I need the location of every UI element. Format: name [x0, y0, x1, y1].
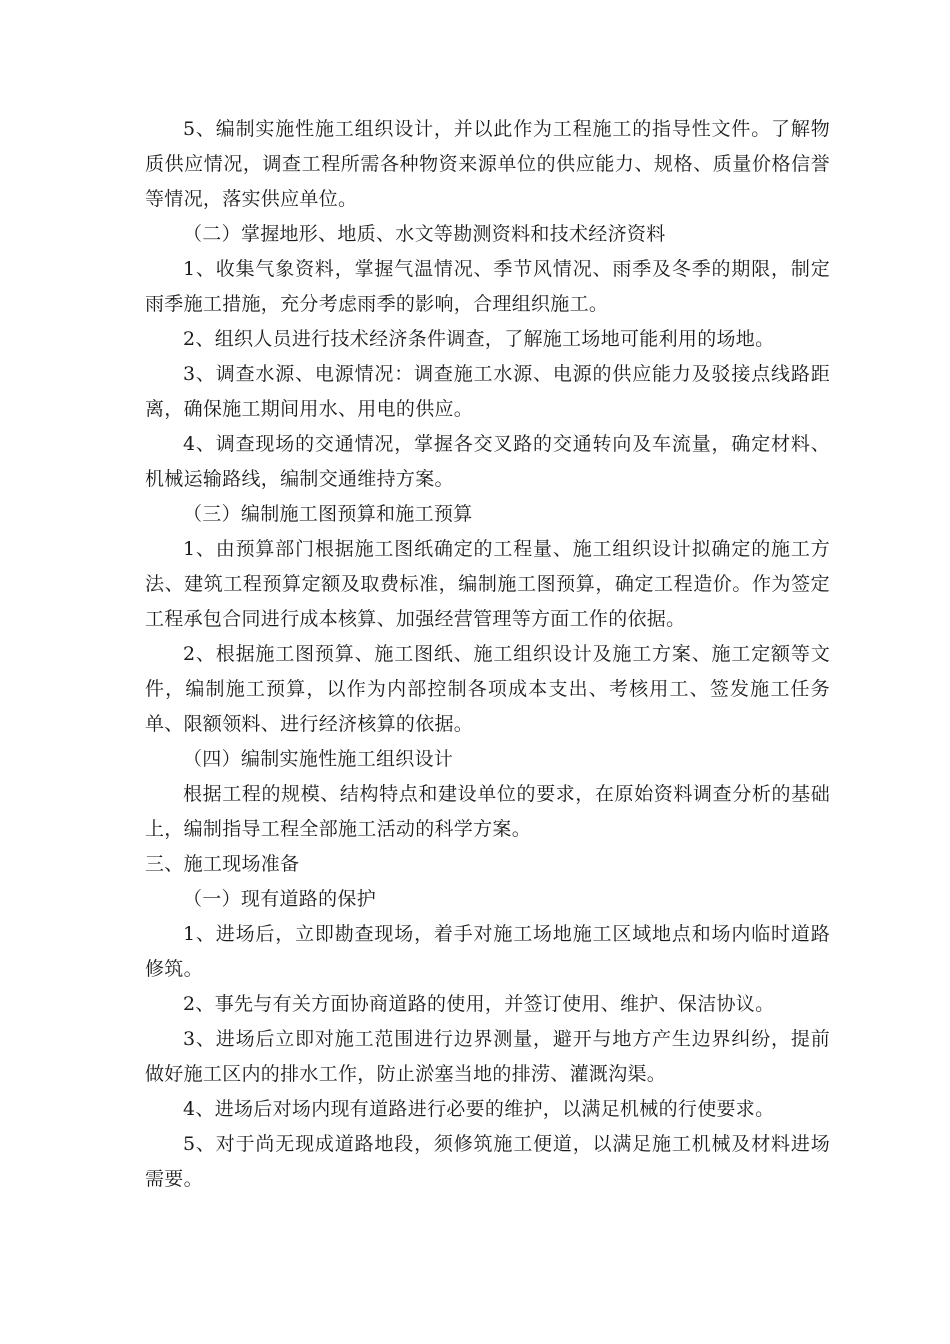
section-heading: （一）现有道路的保护	[183, 888, 377, 910]
paragraph: 3、进场后立即对施工范围进行边界测量，避开与地方产生边界纠纷，提前做好施工区内的排水工作，防止淤塞当地的排涝、灌溉沟渠。	[145, 1028, 830, 1085]
section-heading: （三）编制施工图预算和施工预算	[183, 503, 473, 525]
paragraph: 5、对于尚无现成道路地段，须修筑施工便道，以满足施工机械及材料进场需要。	[145, 1133, 830, 1190]
paragraph: 2、根据施工图预算、施工图纸、施工组织设计及施工方案、施工定额等文件，编制施工预算，以作为内部控制各项成本支出、考核用工、签发施工任务单、限额领料、进行经济核算的依据。	[145, 643, 830, 735]
paragraph: 2、事先与有关方面协商道路的使用，并签订使用、维护、保洁协议。	[183, 993, 775, 1015]
section-heading: （二）掌握地形、地质、水文等勘测资料和技术经济资料	[183, 223, 666, 245]
paragraph: 3、调查水源、电源情况：调查施工水源、电源的供应能力及驳接点线路距离，确保施工期间用水、用电的供应。	[145, 363, 830, 420]
paragraph: 4、调查现场的交通情况，掌握各交叉路的交通转向及车流量，确定材料、机械运输路线，编制交通维持方案。	[145, 433, 830, 490]
paragraph: 4、进场后对场内现有道路进行必要的维护，以满足机械的行使要求。	[183, 1098, 775, 1120]
paragraph: 2、组织人员进行技术经济条件调查，了解施工场地可能利用的场地。	[183, 328, 775, 350]
chapter-heading: 三、施工现场准备	[145, 853, 300, 875]
paragraph: 1、由预算部门根据施工图纸确定的工程量、施工组织设计拟确定的施工方法、建筑工程预算定额及取费标准，编制施工图预算，确定工程造价。作为签定工程承包合同进行成本核算、加强经营管理等方面工作的依据。	[145, 538, 830, 630]
paragraph: 5、编制实施性施工组织设计，并以此作为工程施工的指导性文件。了解物质供应情况，调查工程所需各种物资来源单位的供应能力、规格、质量价格信誉等情况，落实供应单位。	[145, 118, 830, 210]
section-heading: （四）编制实施性施工组织设计	[183, 748, 454, 770]
paragraph: 1、进场后，立即勘查现场，着手对施工场地施工区域地点和场内临时道路修筑。	[145, 923, 830, 980]
paragraph: 根据工程的规模、结构特点和建设单位的要求，在原始资料调查分析的基础上，编制指导工程全部施工活动的科学方案。	[145, 783, 830, 840]
document-body	[145, 112, 830, 1197]
paragraph: 1、收集气象资料，掌握气温情况、季节风情况、雨季及冬季的期限，制定雨季施工措施，充分考虑雨季的影响，合理组织施工。	[145, 258, 830, 315]
